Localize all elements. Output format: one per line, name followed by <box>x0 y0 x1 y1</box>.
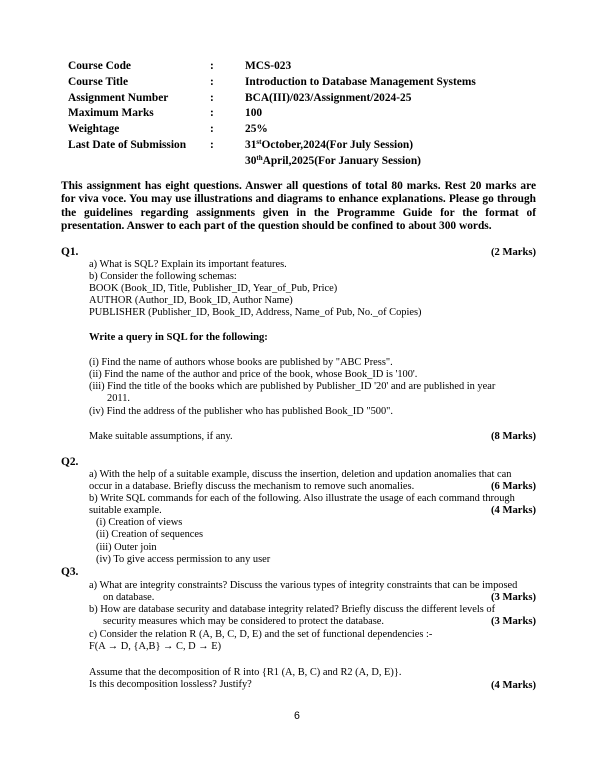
q2-item-iv: (iv) To give access permission to any user <box>96 554 271 565</box>
q3-marks-b: (3 Marks) <box>490 616 536 627</box>
q1-item-iii-cont: 2011. <box>107 393 130 404</box>
info-label: Course Code <box>68 60 131 72</box>
info-colon: : <box>210 91 214 104</box>
q1-schema-publisher: PUBLISHER (Publisher_ID, Book_ID, Address, Name_of Pub, No._of Copies) <box>89 307 422 318</box>
info-label: Last Date of Submission <box>68 138 187 151</box>
date-rest: October,2024(For July Session) <box>261 138 414 151</box>
q1-assumptions: Make suitable assumptions, if any. <box>89 431 233 442</box>
date-suffix: th <box>256 153 263 162</box>
q3-part-c-line1: c) Consider the relation R (A, B, C, D, E) and the set of functional dependencies :- <box>89 629 433 640</box>
info-label: Maximum Marks <box>68 107 154 120</box>
q1-item-i: (i) Find the name of authors whose books are published by "ABC Press". <box>89 357 393 368</box>
info-label: Assignment Number <box>68 91 169 104</box>
info-value: 25% <box>245 123 268 136</box>
q3-marks-c: (4 Marks) <box>490 680 536 691</box>
q3-part-a-line2: on database. <box>103 592 155 603</box>
info-colon: : <box>210 60 214 72</box>
q3-part-b-line2: security measures which may be considered to protect the database. <box>103 616 385 627</box>
q1-schema-book: BOOK (Book_ID, Title, Publisher_ID, Year_of_Pub, Price) <box>89 283 338 294</box>
q2-part-a-line2: occur in a database. Briefly discuss the mechanism to remove such anomalies. <box>89 481 415 492</box>
date-rest: April,2025(For January Session) <box>262 154 421 167</box>
q2-item-iii: (iii) Outer join <box>96 542 157 553</box>
q2-item-ii: (ii) Creation of sequences <box>96 529 204 540</box>
q1-part-a: a) What is SQL? Explain its important features. <box>89 259 287 270</box>
info-value <box>245 155 421 167</box>
q1-item-ii: (ii) Find the name of the author and price of the book, whose Book_ID is '100'. <box>89 369 418 380</box>
info-colon: : <box>210 138 214 151</box>
q1-marks-a: (2 Marks) <box>490 247 536 258</box>
info-value <box>245 139 413 151</box>
q3-part-b-line1: b) How are database security and database integrity related? Briefly discuss the different levels of <box>89 604 496 615</box>
q2-part-a-line1: a) With the help of a suitable example, discuss the insertion, deletion and updation anomalies that can <box>89 469 512 480</box>
q2-part-b-line2: suitable example. <box>89 505 162 516</box>
q3-lossless-question: Is this decomposition lossless? Justify? <box>89 679 252 690</box>
q3-decomposition: Assume that the decomposition of R into {R1 (A, B, C) and R2 (A, D, E)}. <box>89 667 402 678</box>
q1-number: Q1. <box>61 246 79 258</box>
q2-number: Q2. <box>61 456 79 468</box>
q2-part-b-line1: b) Write SQL commands for each of the following. Also illustrate the usage of each command through <box>89 493 515 504</box>
info-value: MCS-023 <box>245 60 292 72</box>
date-suffix: st <box>256 137 262 146</box>
q3-number: Q3. <box>61 566 79 578</box>
instructions-paragraph: This assignment has eight questions. Answer all questions of total 80 marks. Rest 20 marks are for viva voce. You may use illustrations and diagrams to enhance explanations. Please go through the guidelines regarding assignments given in the Programme Guide for the format of presentation. Answer to each part of the question should be confined to about 300 words. <box>61 180 536 233</box>
q1-item-iii: (iii) Find the title of the books which are published by Publisher_ID '20' and are published in year <box>89 381 496 392</box>
page-number: 6 <box>294 710 300 722</box>
q3-part-a-line1: a) What are integrity constraints? Discuss the various types of integrity constraints that can be imposed <box>89 580 518 591</box>
info-colon: : <box>210 123 214 136</box>
q3-functional-dependencies: F(A → D, {A,B} → C, D → E) <box>89 641 222 652</box>
info-label: Course Title <box>68 75 129 88</box>
q1-item-iv: (iv) Find the address of the publisher who has published Book_ID "500". <box>89 406 394 417</box>
date-day: 30 <box>245 154 257 167</box>
info-value: Introduction to Database Management Systems <box>245 75 476 88</box>
date-day: 31 <box>245 138 257 151</box>
q2-marks-a: (6 Marks) <box>490 481 536 492</box>
q1-write-query: Write a query in SQL for the following: <box>89 332 268 343</box>
q1-schema-author: AUTHOR (Author_ID, Book_ID, Author Name) <box>89 295 293 306</box>
info-colon: : <box>210 107 214 120</box>
info-value: BCA(III)/023/Assignment/2024-25 <box>245 91 412 104</box>
q2-item-i: (i) Creation of views <box>96 517 183 528</box>
q2-marks-b: (4 Marks) <box>490 505 536 516</box>
q1-marks-b: (8 Marks) <box>490 431 536 442</box>
info-colon: : <box>210 75 214 88</box>
q3-marks-a: (3 Marks) <box>490 592 536 603</box>
info-value: 100 <box>245 107 263 120</box>
q1-part-b: b) Consider the following schemas: <box>89 271 237 282</box>
info-label: Weightage <box>68 123 120 136</box>
